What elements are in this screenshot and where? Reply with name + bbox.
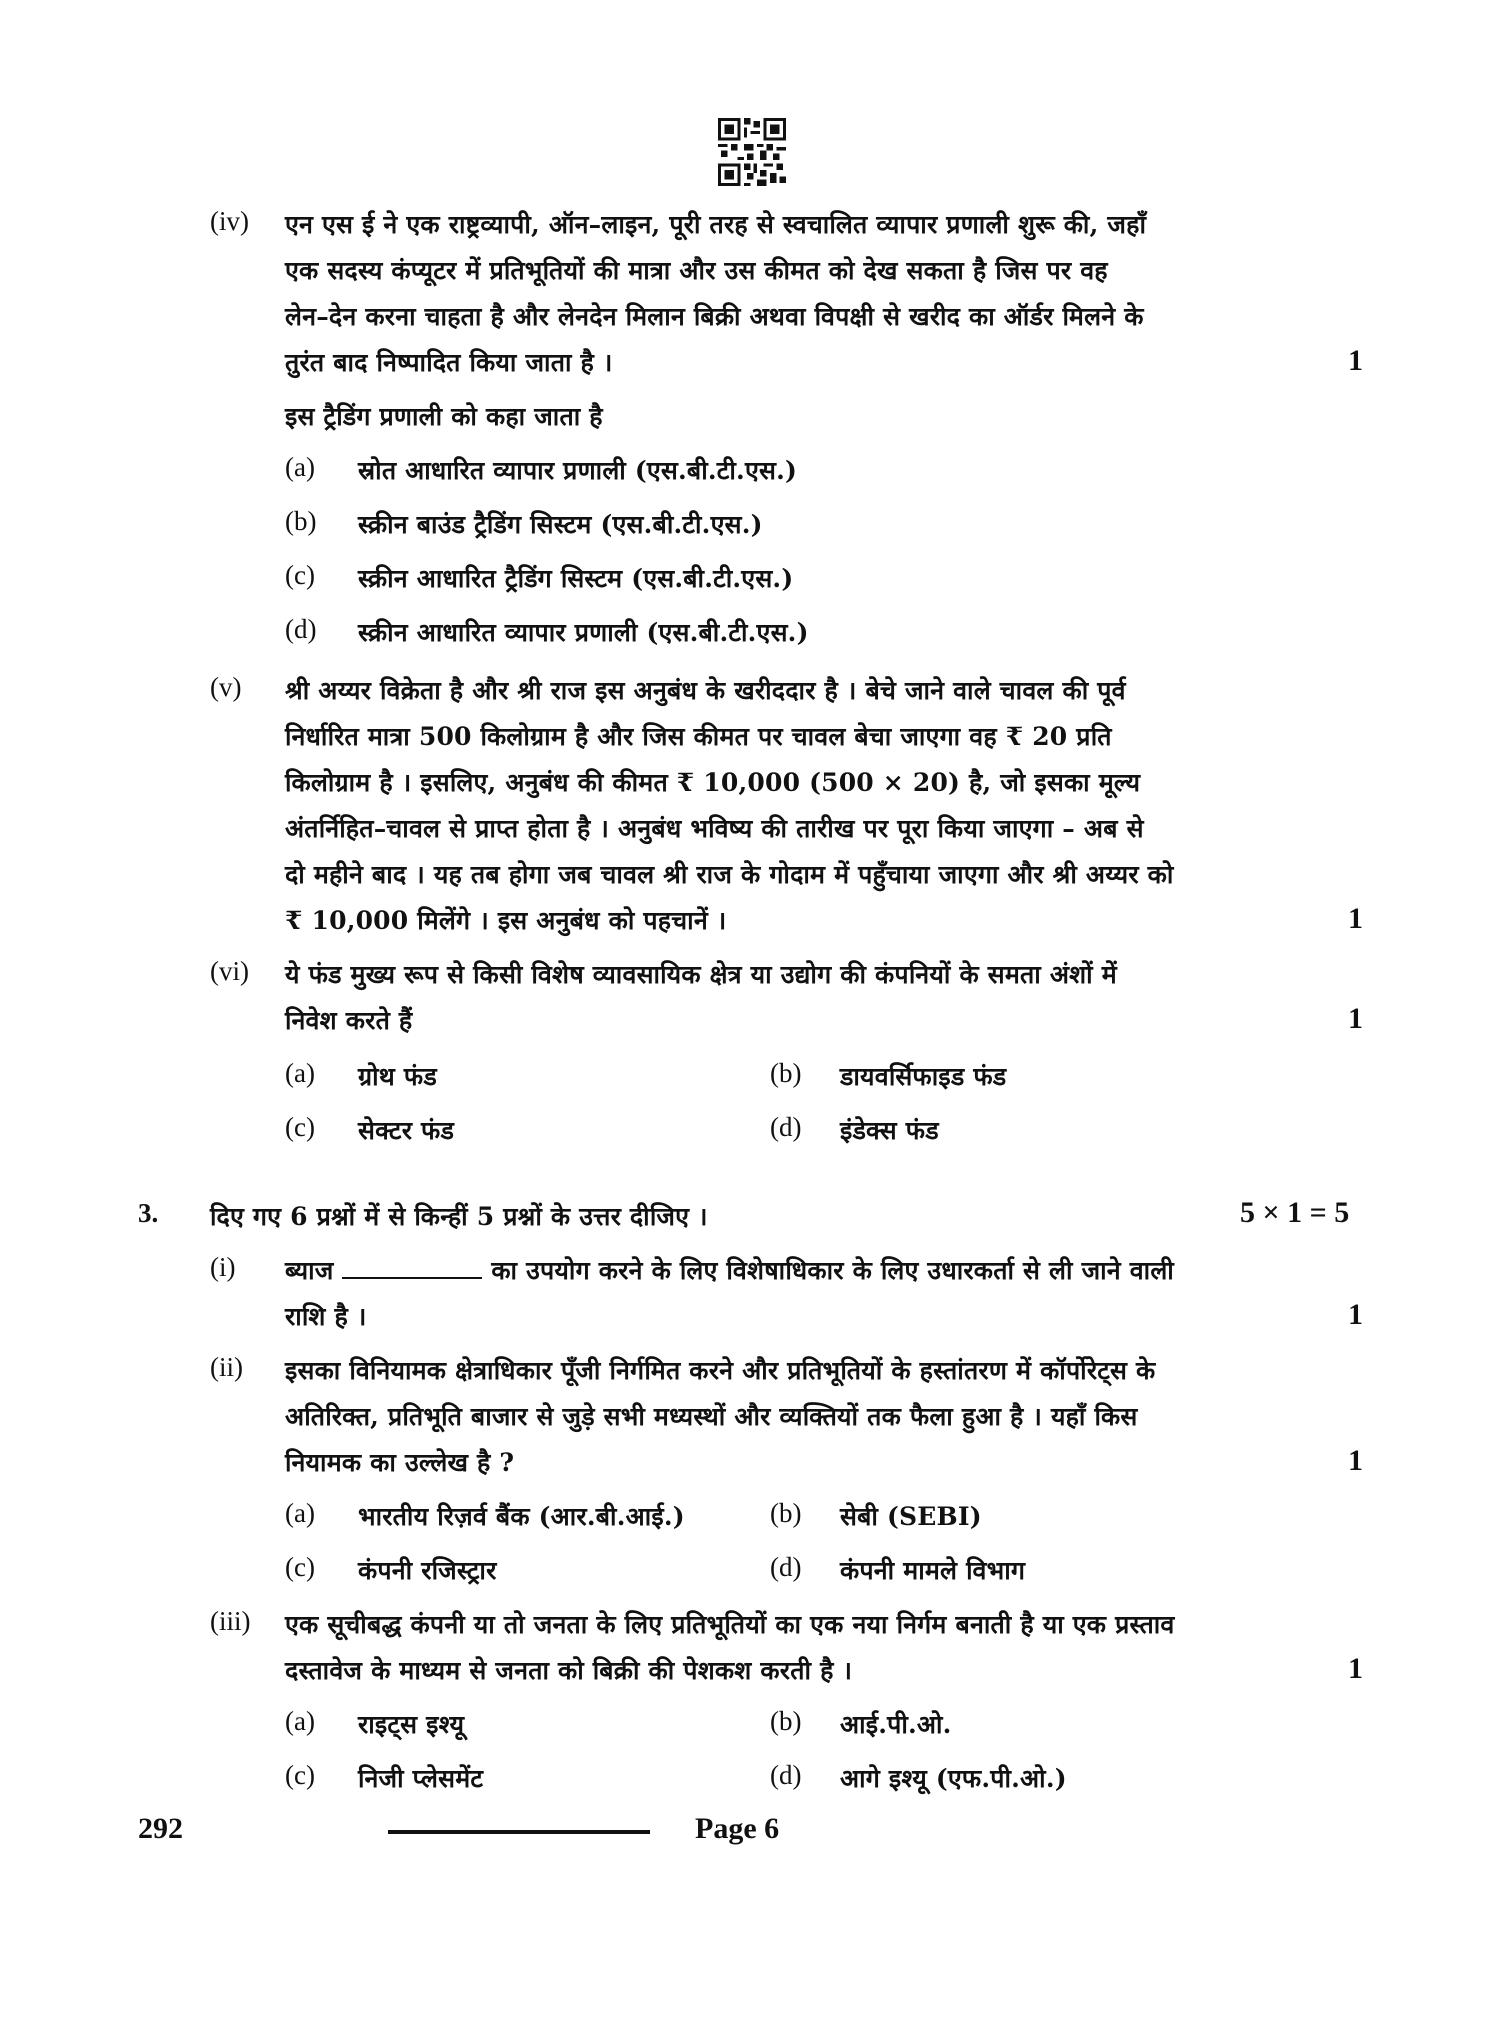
question-text-line: निर्धारित मात्रा 500 किलोग्राम है और जिस कीमत पर चावल बेचा जाएगा वह ₹ 20 प्रति [285, 722, 1112, 751]
option-label: (d) [770, 1760, 802, 1790]
marks: 1 [1348, 902, 1363, 935]
option-text: भारतीय रिज़र्व बैंक (आर.बी.आई.) [358, 1502, 685, 1531]
question-text-line: राशि है । [285, 1302, 367, 1331]
marks: 1 [1348, 1002, 1363, 1035]
question-text-line: ये फंड मुख्य रूप से किसी विशेष व्यावसायिक क्षेत्र या उद्योग की कंपनियों के समता अंशों में [285, 960, 1117, 989]
option-label: (d) [285, 614, 317, 644]
marks-total: 5 × 1 = 5 [1240, 1196, 1350, 1229]
option-text: सेबी (SEBI) [840, 1502, 982, 1531]
qr-code-icon [718, 118, 786, 186]
option-label: (b) [770, 1706, 802, 1736]
marks: 1 [1348, 1298, 1363, 1331]
question-prompt: इस ट्रैडिंग प्रणाली को कहा जाता है [285, 402, 603, 431]
option-label: (d) [770, 1552, 802, 1582]
option-text: स्रोत आधारित व्यापार प्रणाली (एस.बी.टी.एस.) [358, 456, 798, 485]
option-label: (a) [285, 1706, 315, 1736]
option-label: (d) [770, 1112, 802, 1142]
question-text-line: एन एस ई ने एक राष्ट्रव्यापी, ऑन–लाइन, पूरी तरह से स्वचालित व्यापार प्रणाली शुरू की, जहाँ [285, 210, 1147, 239]
question-text-line: किलोग्राम है । इसलिए, अनुबंध की कीमत ₹ 10,000 (500 × 20) है, जो इसका मूल्य [285, 768, 1141, 797]
option-text: इंडेक्स फंड [840, 1116, 939, 1145]
question-number: (i) [210, 1252, 236, 1282]
question-text-line: ₹ 10,000 मिलेंगे । इस अनुबंध को पहचानें । [285, 906, 727, 935]
question-text-line: नियामक का उल्लेख है ? [285, 1448, 515, 1477]
option-text: आगे इश्यू (एफ.पी.ओ.) [840, 1764, 1067, 1793]
question-text-line: दो महीने बाद । यह तब होगा जब चावल श्री राज के गोदाम में पहुँचाया जाएगा और श्री अय्यर को [285, 860, 1174, 889]
question-text-line: अंतर्निहित–चावल से प्राप्त होता है । अनुबंध भविष्य की तारीख पर पूरा किया जाएगा – अब से [285, 814, 1144, 843]
option-text: डायवर्सिफाइड फंड [840, 1062, 1007, 1091]
option-label: (a) [285, 452, 315, 482]
question-text-before-blank: ब्याज [285, 1256, 334, 1285]
paper-code: 292 [138, 1812, 183, 1845]
option-label: (c) [285, 1760, 315, 1790]
question-text-after-blank: का उपयोग करने के लिए विशेषाधिकार के लिए उधारकर्ता से ली जाने वाली [491, 1256, 1174, 1285]
option-text: ग्रोथ फंड [358, 1062, 437, 1091]
question-text-line: तुरंत बाद निष्पादित किया जाता है । [285, 348, 613, 377]
question-text-line: एक सूचीबद्ध कंपनी या तो जनता के लिए प्रतिभूतियों का एक नया निर्गम बनाती है या एक प्रस्ताव [285, 1610, 1175, 1639]
option-label: (c) [285, 1112, 315, 1142]
question-text-line: दस्तावेज के माध्यम से जनता को बिक्री की पेशकश करती है । [285, 1656, 853, 1685]
question-text-line: इसका विनियामक क्षेत्राधिकार पूँजी निर्गमित करने और प्रतिभूतियों के हस्तांतरण में कॉर्पोरेट्स के [285, 1356, 1156, 1385]
question-text-line [285, 1248, 1174, 1294]
option-text: राइट्स इश्यू [358, 1710, 465, 1739]
fill-in-blank [342, 1257, 482, 1279]
option-text: कंपनी रजिस्ट्रार [358, 1556, 497, 1585]
option-label: (a) [285, 1498, 315, 1528]
question-text-line: अतिरिक्त, प्रतिभूति बाजार से जुड़े सभी मध्यस्थों और व्यक्तियों तक फैला हुआ है । यहाँ किस [285, 1402, 1138, 1431]
question-number: 3. [138, 1198, 159, 1228]
option-text: स्क्रीन बाउंड ट्रैडिंग सिस्टम (एस.बी.टी.एस.) [358, 510, 763, 539]
option-text: स्क्रीन आधारित ट्रैडिंग सिस्टम (एस.बी.टी.एस.) [358, 564, 794, 593]
option-text: स्क्रीन आधारित व्यापार प्रणाली (एस.बी.टी.एस.) [358, 618, 809, 647]
option-label: (b) [770, 1058, 802, 1088]
footer-divider [388, 1830, 650, 1834]
question-number: (v) [210, 672, 242, 702]
marks: 1 [1348, 344, 1363, 377]
page-number: Page 6 [695, 1812, 780, 1845]
question-instruction: दिए गए 6 प्रश्नों में से किन्हीं 5 प्रश्नों के उत्तर दीजिए । [210, 1202, 708, 1231]
option-label: (b) [770, 1498, 802, 1528]
marks: 1 [1348, 1652, 1363, 1685]
option-text: कंपनी मामले विभाग [840, 1556, 1026, 1585]
question-number: (vi) [210, 956, 249, 986]
option-label: (a) [285, 1058, 315, 1088]
question-number: (iii) [210, 1606, 251, 1636]
option-text: आई.पी.ओ. [840, 1710, 952, 1739]
option-label: (b) [285, 506, 317, 536]
question-number: (iv) [210, 206, 249, 236]
option-label: (c) [285, 1552, 315, 1582]
question-text-line: एक सदस्य कंप्यूटर में प्रतिभूतियों की मात्रा और उस कीमत को देख सकता है जिस पर वह [285, 256, 1108, 285]
option-text: सेक्टर फंड [358, 1116, 455, 1145]
marks: 1 [1348, 1444, 1363, 1477]
question-text-line: श्री अय्यर विक्रेता है और श्री राज इस अनुबंध के खरीददार है । बेचे जाने वाले चावल की पूर्व [285, 676, 1126, 705]
option-label: (c) [285, 560, 315, 590]
question-number: (ii) [210, 1352, 243, 1382]
question-text-line: निवेश करते हैं [285, 1006, 413, 1035]
question-text-line: लेन–देन करना चाहता है और लेनदेन मिलान बिक्री अथवा विपक्षी से खरीद का ऑर्डर मिलने के [285, 302, 1144, 331]
option-text: निजी प्लेसमेंट [358, 1764, 484, 1793]
